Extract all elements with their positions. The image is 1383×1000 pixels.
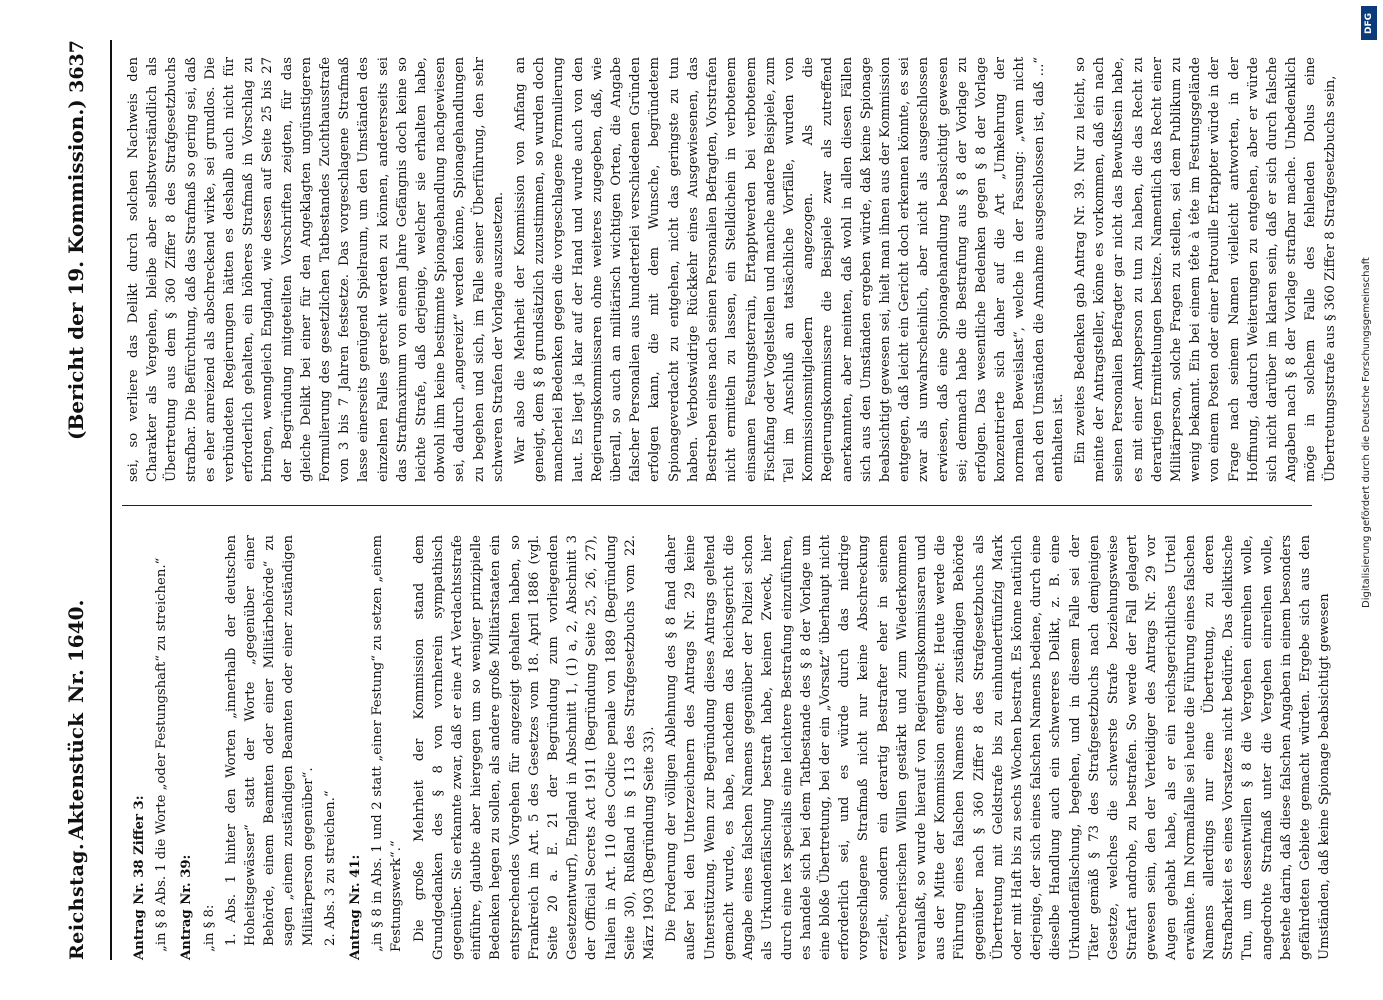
motion-item: 1. Abs. 1 hinter den Worten „innerhalb der deutschen Hoheitsgewässer“ statt der Worte „gegenüber einer Behörde, einem Beamten oder einer Militärbehörde“ zu sagen „einem zuständigen Beamten oder einer zuständigen Militärperson gegenüber“. <box>223 535 316 946</box>
motion-text: „in § 8: <box>201 904 217 952</box>
motion-text: „in § 8 Abs. 1 die Worte „oder Festungshaft“ zu streichen.“ <box>154 557 170 952</box>
dfg-logo: DFG <box>1361 6 1377 40</box>
dfg-watermark <box>1359 0 1381 1000</box>
body-paragraph: sei, so verliere das Delikt durch solchen Nachweis den Charakter als Vergehen, bleibe aber selbstverständlich als Übertretung aus dem § 360 Ziffer 8 des Strafgesetzbuchs strafbar. Die Befürchtung, daß das Strafmaß so gering sei, daß es eher anreizend als abschreckend wirke, sei grundlos. Die verbündeten Regierungen hätten es deshalb auch nicht für erforderlich gehalten, ein höheres Strafmaß in Vorschlag zu bringen, wenngleich England, wie dessen auf Seite 25 bis 27 der Begründung mitgeteilten Vorschriften zeigten, für das gleiche Delikt bei einer für den Angeklagten ungünstigeren Formulierung des gesetzlichen Tatbestandes Zuchthausstrafe von 3 bis 7 Jahren festsetze. Das vorgeschlagene Strafmaß lasse einerseits genügend Spielraum, um den Umständen des einzelnen Falles gerecht werden zu können, andererseits sei das Strafmaximum von einem Jahre Gefängnis doch keine so leichte Strafe, daß derjenige, welcher sie erhalten habe, obwohl ihm keine bestimmte Spionagehandlung nachgewiesen sei, dadurch „angereizt“ werden könne, Spionagehandlungen zu begehen und sich, im Falle seiner Überführung, den sehr schweren Strafen der Vorlage auszusetzen. <box>126 57 506 482</box>
left-column <box>124 535 1333 960</box>
motion-text: „in § 8 in Abs. 1 und 2 statt „einer Festung“ zu setzen „einem Festungswerk“.“ <box>370 535 405 952</box>
body-paragraph: Ein zweites Bedenken gab Antrag Nr. 39. Nur zu leicht, so meinte der Antragsteller, könne es vorkommen, daß ein nach seinen Personalien Befragter gar nicht das Bewußtsein habe, es mit einer Amtsperson zu tun zu haben, die das Recht zu derartigen Ermittelungen besitze. Namentlich das Recht einer Militärperson, solche Fragen zu stellen, sei dem Publikum zu wenig bekannt. Ein bei einem tête à tête im Festungsgelände von einem Posten oder einer Patrouille Ertappter würde in der Frage nach seinem Namen vielleicht antworten, in der Hoffnung, dadurch Weiterungen zu entgehen, aber er würde sich nicht darüber im klaren sein, daß er sich durch falsche Angaben nach § 8 der Vorlage strafbar mache. Unbedenklich möge in solchem Falle des fehlenden Dolus eine Übertretungsstrafe aus § 360 Ziffer 8 Strafgesetzbuchs sein, <box>1072 57 1338 482</box>
header-report-title: (Bericht der 19. Kommission.) <box>64 99 88 440</box>
header-reichstag: Reichstag. <box>66 842 88 960</box>
body-paragraph: War also die Mehrheit der Kommission von Anfang an geneigt, dem § 8 grundsätzlich zuzustimmen, so wurden doch mancherlei Bedenken gegen die vorgeschlagene Formulierung laut. Es liegt ja klar auf der Hand und wurde auch von den Regierungskommissaren ohne weiteres zugegeben, daß, wie überall, so auch an militärisch wichtigen Orten, die Angabe falscher Personalien aus hunderterlei verschiedenen Gründen erfolgen kann, die mit dem Wunsche, begründetem Spionageverdacht zu entgehen, nicht das geringste zu tun haben. Verbotswidrige Rückkehr eines Ausgewiesenen, das Bestreben eines nach seinen Personalien Befragten, Vorstrafen nicht ermitteln zu lassen, ein Stelldichein in verbotenem einsamen Festungsterrain, Ertapptwerden bei verbotenem Fischfang oder Vogelstellen und manche andere Beispiele, zum Teil im Anschluß an tatsächliche Vorfälle, wurden von Kommissionsmitgliedern angezogen. Als die Regierungskommissare die Beispiele zwar als zutreffend anerkannten, aber meinten, daß wohl in allen diesen Fällen sich aus den Umständen ergeben würde, daß keine Spionage beabsichtigt gewesen sei, hielt man ihnen aus der Kommission entgegen, daß leicht ein Gericht doch erkennen könnte, es sei zwar als unwahrscheinlich, aber nicht als ausgeschlossen erwiesen, daß eine Spionagehandlung beabsichtigt gewesen sei; demnach habe die Bestrafung aus § 8 der Vorlage zu erfolgen. Das wesentliche Bedenken gegen § 8 der Vorlage konzentrierte sich daher auf die Art „Umkehrung der normalen Beweislast“, welche in der Fassung: „wenn nicht nach den Umständen die Annahme ausgeschlossen ist, daß ...“ enthalten ist. <box>513 57 1066 482</box>
motion-heading: Antrag Nr. 38 Ziffer 3: <box>132 795 147 960</box>
body-paragraph: Die große Mehrheit der Kommission stand dem Grundgedanken des § 8 von vornherein sympathisch gegenüber. Sie erkannte zwar, daß er eine Art Verdachtsstrafe einführe, glaubte aber hiergegen um so weniger prinzipielle Bedenken hegen zu sollen, als andere große Militärstaaten ein entsprechendes Vorgehen für angezeigt gehalten haben, so Frankreich im Art. 5 des Gesetzes vom 18. April 1886 (vgl. Seite 20 a. E. 21 der Begründung zum vorliegenden Gesetzentwurf), England in Abschnitt 1, (1) a, 2, Abschnitt 3 der Official Secrets Act 1911 (Begründung Seite 25, 26, 27), Italien in Art. 110 des Codice penale von 1889 (Begründung Seite 30), Rußland in § 113 des Strafgesetzbuchs vom 22. März 1903 (Begründung Seite 33). <box>411 535 658 960</box>
header-doc-label: Aktenstück <box>64 713 88 840</box>
motion-item: 2. Abs. 3 zu streichen.“ <box>322 790 338 946</box>
header-document <box>64 590 88 841</box>
right-column <box>124 57 1338 482</box>
page-number: 3637 <box>66 40 88 93</box>
column-divider <box>122 505 1312 506</box>
dfg-funding-note: Digitalisierung gefördert durch die Deutsche Forschungsgemeinschaft <box>1361 257 1372 608</box>
body-paragraph: Die Forderung der völligen Ablehnung des § 8 fand daher außer bei den Unterzeichnern des Antrags Nr. 29 keine Unterstützung. Wenn zur Begründung dieses Antrags geltend gemacht wurde, es habe, nachdem das Reichsgericht die Angabe eines falschen Namens gegenüber der Polizei schon als Urkundenfälschung bestraft habe, keinen Zweck, hier durch eine lex specialis eine leichtere Bestrafung einzuführen, es handele sich bei dem Tatbestande des § 8 der Vorlage um eine bloße Übertretung, bei der ein „Vorsatz“ überhaupt nicht erforderlich sei, und es würde durch das niedrige vorgeschlagene Strafmaß nicht nur keine Abschreckung erzielt, sondern ein derartig Bestrafter eher in seinem verbrecherischen Willen gestärkt und zum Wiederkommen veranlaßt, so wurde hierauf von Regierungskommissaren und aus der Mitte der Kommission entgegnet: Heute werde die Führung eines falschen Namens der zuständigen Behörde gegenüber nach § 360 Ziffer 8 des Strafgesetzbuchs als Übertretung mit Geldstrafe bis zu einhundertfünfzig Mark oder mit Haft bis zu sechs Wochen bestraft. Es könne natürlich derjenige, der sich eines falschen Namens bediene, durch eine dieselbe Handlung auch ein schwereres Delikt, z. B. eine Urkundenfälschung, begehen, und in diesem Falle sei der Täter gemäß § 73 des Strafgesetzbuchs nach demjenigen Gesetze, welches die schwerste Strafe beziehungsweise Strafart androhe, zu bestrafen. So werde der Fall gelagert gewesen sein, den der Verteidiger des Antrags Nr. 29 vor Augen gehabt habe, als er ein reichsgerichtliches Urteil erwähnte. Im Normalfalle sei heute die Führung eines falschen Namens allerdings nur eine Übertretung, zu deren Strafbarkeit es eines Vorsatzes nicht bedürfe. Das deliktische Tun, um dessentwillen § 8 die Vergehen einreihen wolle, angedrohte Strafmaß unter die Vergehen einreihen wolle, bestehe darin, daß diese falschen Angaben in einem besonders gefährdeten Gebiete gemacht würden. Ergebe sich aus den Umständen, daß keine Spionage beabsichtigt gewesen <box>664 535 1333 960</box>
motion-heading: Antrag Nr. 41: <box>348 854 364 960</box>
header-doc-number: Nr. 1640. <box>64 599 88 704</box>
motion-heading: Antrag Nr. 39: <box>179 854 195 960</box>
page-header <box>40 40 112 960</box>
